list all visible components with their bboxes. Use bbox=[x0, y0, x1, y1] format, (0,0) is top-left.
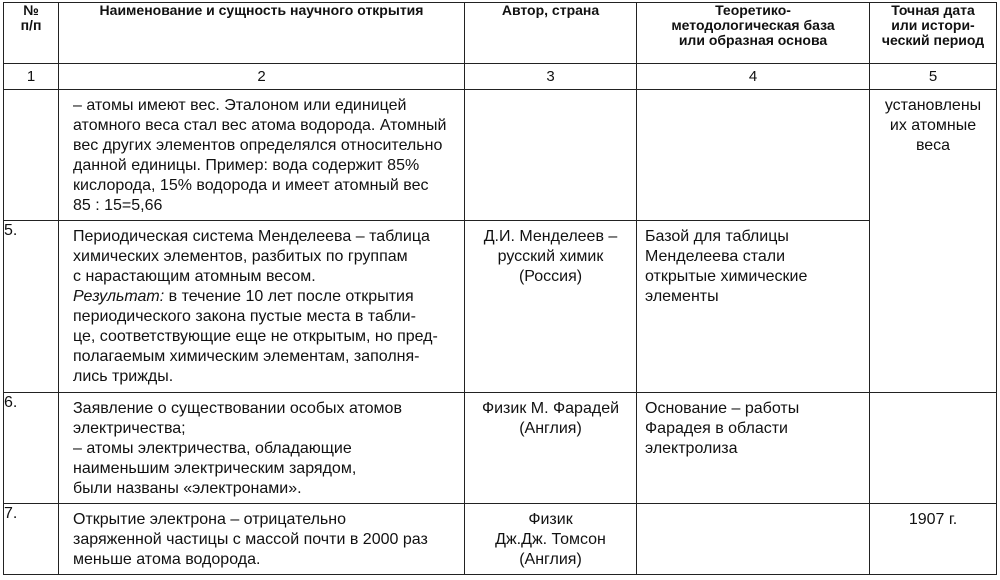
date-cell: 1907 г. bbox=[870, 504, 997, 575]
discovery-description bbox=[59, 393, 465, 504]
basis-cell bbox=[637, 90, 870, 221]
header-number: № п/п bbox=[4, 3, 59, 64]
column-number-row bbox=[4, 64, 997, 90]
basis-cell bbox=[637, 504, 870, 575]
basis-cell: Основание – работы Фарадея в области электролиза bbox=[637, 393, 870, 504]
row-number: 7. bbox=[4, 504, 59, 575]
row-number bbox=[4, 90, 59, 221]
description-text: – атомы имеют вес. Эталоном или единицей атомного веса стал вес атома водорода. Атомный вес других элементов определялся относительно данной единицы. Пример: вода содержит 85% кислорода, 15% водорода и имеет атомный вес 85 : 15=5,66 bbox=[73, 97, 447, 214]
author-cell: Д.И. Менделеев – русский химик (Россия) bbox=[465, 221, 637, 393]
column-number: 2 bbox=[59, 64, 465, 90]
description-text: Заявление о существовании особых атомов электричества; – атомы электричества, обладающие наименьшим электрическим зарядом, были названы «электронами». bbox=[73, 400, 402, 497]
column-number: 4 bbox=[637, 64, 870, 90]
table-row bbox=[4, 504, 997, 575]
column-number: 3 bbox=[465, 64, 637, 90]
date-cell: установлены их атомные веса bbox=[870, 90, 997, 393]
table-row bbox=[4, 221, 997, 393]
table-row bbox=[4, 90, 997, 221]
date-cell bbox=[870, 393, 997, 504]
author-cell bbox=[465, 90, 637, 221]
table-row bbox=[4, 393, 997, 504]
description-text: Открытие электрона – отрицательно заряженной частицы с массой почти в 2000 раз меньше атома водорода. bbox=[73, 511, 428, 568]
row-number: 6. bbox=[4, 393, 59, 504]
discoveries-table bbox=[3, 2, 997, 575]
result-text: в течение 10 лет после открытия периодического закона пустые места в табли- це, соответствующие еще не открытым, но пред- полагаемым химическим элементам, заполня- лись трижды. bbox=[73, 288, 438, 385]
column-number: 5 bbox=[870, 64, 997, 90]
header-basis: Теоретико- методологическая база или образная основа bbox=[637, 3, 870, 64]
header-date: Точная дата или истори- ческий период bbox=[870, 3, 997, 64]
header-discovery: Наименование и сущность научного открытия bbox=[59, 3, 465, 64]
basis-cell: Базой для таблицы Менделеева стали открытые химические элементы bbox=[637, 221, 870, 393]
description-text: Периодическая система Менделеева – таблица химических элементов, разбитых по группам с нарастающим атомным весом. bbox=[73, 228, 430, 285]
header-row bbox=[4, 3, 997, 64]
result-label: Результат: bbox=[73, 288, 165, 305]
header-author: Автор, страна bbox=[465, 3, 637, 64]
column-number: 1 bbox=[4, 64, 59, 90]
row-number: 5. bbox=[4, 221, 59, 393]
discovery-description bbox=[59, 221, 465, 393]
author-cell: Физик М. Фарадей (Англия) bbox=[465, 393, 637, 504]
author-cell: Физик Дж.Дж. Томсон (Англия) bbox=[465, 504, 637, 575]
discovery-description bbox=[59, 90, 465, 221]
discovery-description bbox=[59, 504, 465, 575]
